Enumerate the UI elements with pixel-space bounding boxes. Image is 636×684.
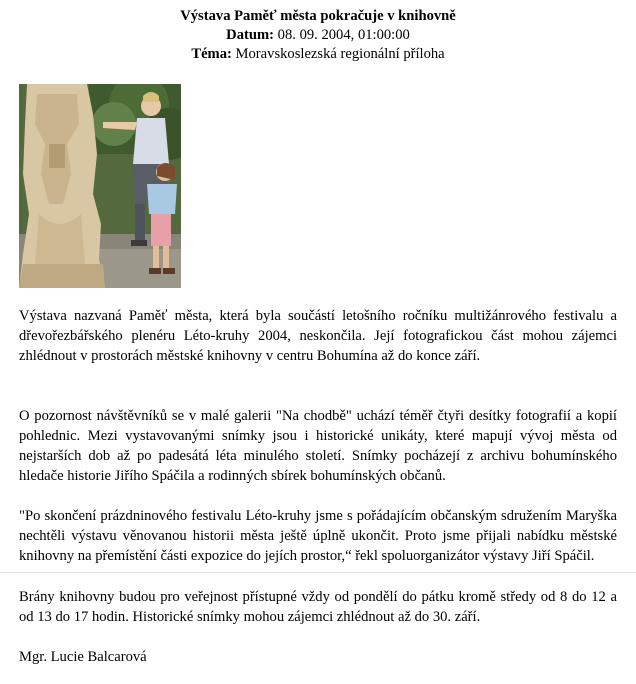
- topic-label: Téma:: [191, 46, 232, 62]
- date-label: Datum:: [226, 27, 275, 43]
- article-photo: [19, 84, 181, 288]
- article-topic: [0, 45, 636, 64]
- date-value: 08. 09. 2004, 01:00:00: [277, 27, 410, 43]
- article-author: Mgr. Lucie Balcarová: [19, 649, 147, 665]
- paragraph-2: O pozornost návštěvníků se v malé galerii "Na chodbě" uchází téměř čtyři desítky fotografií a kopií pohlednic. Mezi vystavovanými snímky jsou i historické unikáty, které mapují vývoj města od nejstarších dob až po padesátá léta minulého století. Snímky pocházejí z archivu bohumínského hledače historie Jiřího Spáčila a rodinných sbírek bohumínských občanů.: [19, 408, 617, 484]
- paragraph-3: "Po skončení prázdninového festivalu Léto-kruhy jsme s pořádajícím občanským sdružením Maryška nechtěli výstavu věnovanou historii města ještě úplně ukončit. Proto jsme přijali nabídku městské knihovny na přemístění části expozice do jejích prostor,“ řekl spoluorganizátor výstavy Jiří Spáčil.: [19, 508, 617, 564]
- article-title: Výstava Paměť města pokračuje v knihovně: [180, 8, 456, 24]
- paragraph-4: Brány knihovny budou pro veřejnost přístupné vždy od pondělí do pátku kromě středy od 8 do 12 a od 13 do 17 hodin. Historické snímky mohou zájemci zhlédnout až do 30. září.: [19, 589, 617, 625]
- article-date: [0, 26, 636, 45]
- topic-value: Moravskoslezská regionální příloha: [235, 46, 445, 62]
- article-body: [19, 306, 617, 667]
- photo-illustration: [19, 84, 181, 288]
- article-header: [0, 0, 636, 64]
- paragraph-1: Výstava nazvaná Paměť města, která byla součástí letošního ročníku multižánrového festivalu a dřevořezbářského plenéru Léto-kruhy 2004, neskončila. Její fotografickou část mohou zájemci zhlédnout v prostorách městské knihovny v centru Bohumína až do konce září.: [19, 308, 617, 364]
- section-divider: [0, 572, 636, 573]
